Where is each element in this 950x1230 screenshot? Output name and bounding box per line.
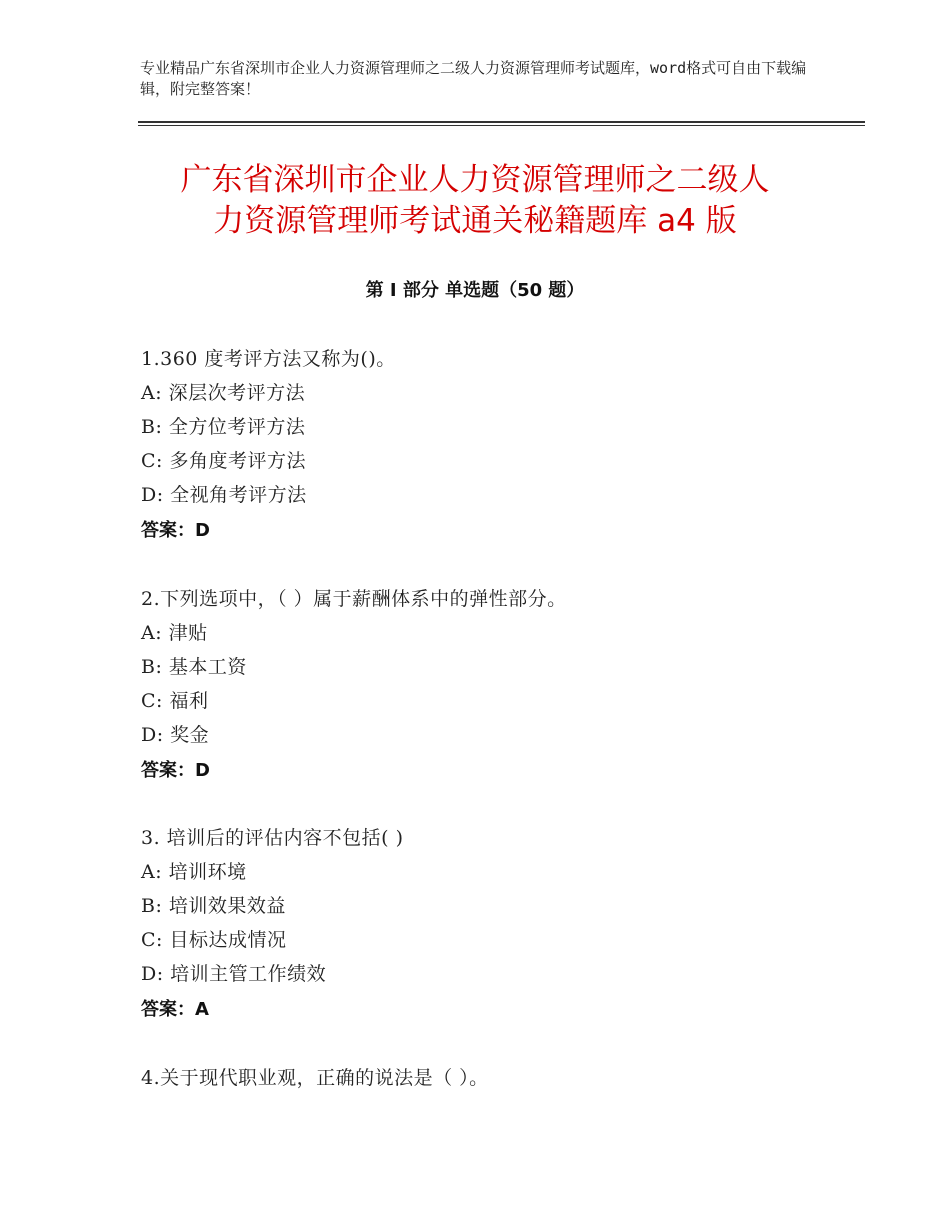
header-divider-thin: [138, 125, 865, 126]
question-3-option-d: D: 培训主管工作绩效: [141, 963, 327, 985]
document-title-line-1: 广东省深圳市企业人力资源管理师之二级人: [180, 162, 770, 198]
question-2-answer: 答案：D: [141, 760, 210, 781]
question-3-answer: 答案：A: [141, 999, 209, 1020]
header-note: 专业精品广东省深圳市企业人力资源管理师之二级人力资源管理师考试题库，word格式可自由下载编辑，附完整答案！: [140, 59, 807, 98]
question-3-option-c: C: 目标达成情况: [141, 929, 287, 951]
question-3-option-a: A: 培训环境: [141, 861, 247, 883]
document-title-line-2: 力资源管理师考试通关秘籍题库 a4 版: [213, 203, 737, 239]
question-3-stem: 3. 培训后的评估内容不包括( ): [141, 827, 404, 849]
section-heading: 第 I 部分 单选题（50 题）: [365, 280, 585, 301]
question-2-option-a: A: 津贴: [141, 622, 208, 644]
question-2-option-d: D: 奖金: [141, 724, 210, 746]
question-1-option-a: A: 深层次考评方法: [141, 382, 306, 404]
question-1-option-d: D: 全视角考评方法: [141, 484, 307, 506]
question-3-option-b: B: 培训效果效益: [141, 895, 286, 917]
header-divider-thick: [138, 121, 865, 123]
question-4-stem: 4.关于现代职业观，正确的说法是（ ）。: [141, 1067, 489, 1089]
question-1-answer: 答案：D: [141, 520, 210, 541]
question-1-option-c: C: 多角度考评方法: [141, 450, 306, 472]
document-title: [100, 160, 850, 242]
question-1-stem: 1.360 度考评方法又称为()。: [141, 348, 396, 370]
question-2-option-c: C: 福利: [141, 690, 209, 712]
question-1-option-b: B: 全方位考评方法: [141, 416, 306, 438]
question-2-option-b: B: 基本工资: [141, 656, 247, 678]
question-2-stem: 2.下列选项中，（ ）属于薪酬体系中的弹性部分。: [141, 588, 567, 610]
